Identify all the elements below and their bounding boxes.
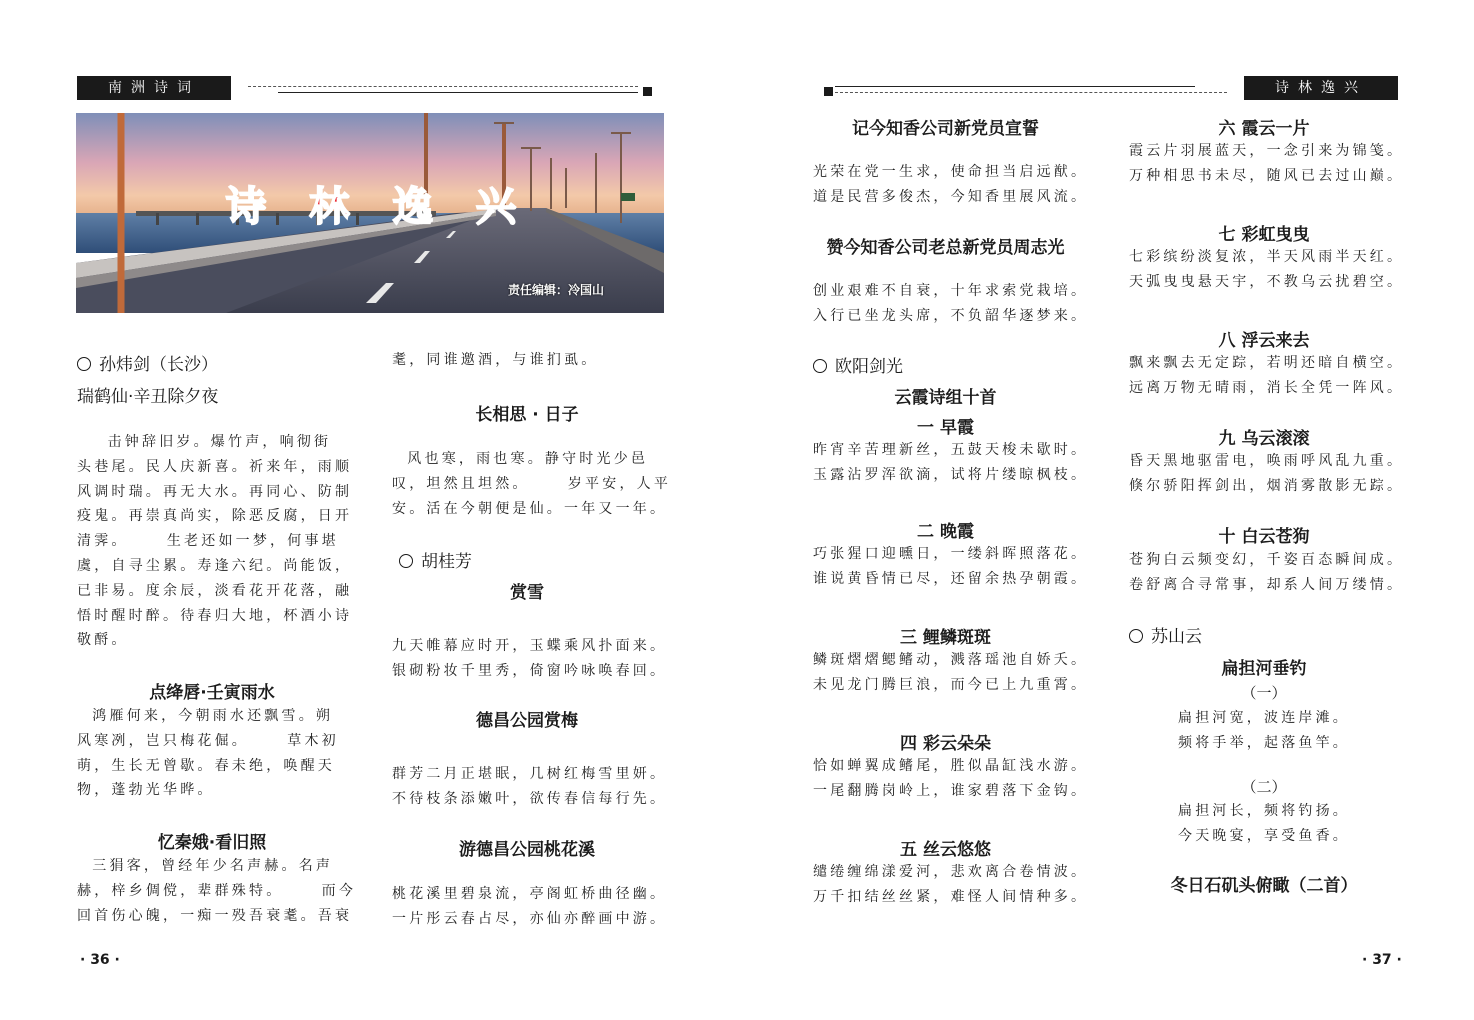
poem-body: 缱绻缠绵漾爱河，悲欢离合卷情波。 万千扣结丝丝紧，难怪人间情种多。 — [813, 864, 1089, 905]
poem-title: 赞今知香公司老总新党员周志光 — [826, 238, 1065, 258]
author-name: 苏山云 — [1151, 627, 1202, 647]
poem-body-continued: 耄，同谁邀酒，与谁扪虱。 — [392, 352, 599, 368]
poem-body: 巧张猩口迎曛日，一缕斜晖照落花。 谁说黄昏情已尽，还留余热孕朝霞。 — [813, 546, 1089, 587]
editor-credit: 责任编辑：冷国山 — [508, 283, 605, 297]
author-heading — [399, 547, 472, 572]
poem-body: 昨宵辛苦理新丝，五鼓天梭未歇时。 玉露沾罗浑欲滴，试将片缕晾枫枝。 — [813, 442, 1089, 483]
poem-body: 鳞斑熠熠鳃鳍动，溅落瑶池自娇夭。 未见龙门腾巨浪，而今已上九重霄。 — [813, 652, 1089, 693]
poem-title: 忆秦娥·看旧照 — [157, 833, 267, 853]
author-name: 欧阳剑光 — [835, 357, 903, 377]
header-rule — [278, 92, 638, 93]
poem-title: 长相思 · 日子 — [475, 405, 579, 425]
poem-title: 点绛唇·壬寅雨水 — [149, 683, 275, 703]
group-title: 云霞诗组十首 — [894, 388, 997, 408]
poem-body: 群芳二月正堪眠，几树红梅雪里妍。 不待枝条添嫩叶，欲传春信每行先。 — [392, 766, 668, 807]
poem-subtitle: （二） — [1241, 778, 1287, 796]
poem-body: 苍狗白云频变幻，千姿百态瞬间成。 卷舒离合寻常事，却系人间万缕情。 — [1129, 552, 1405, 593]
author-heading — [1129, 622, 1202, 647]
header-square — [643, 87, 652, 96]
circle-icon — [1129, 629, 1143, 643]
circle-icon — [399, 554, 413, 568]
poem-body: 创业艰难不自衰，十年求索党栽培。 入行已坐龙头席，不负韶华逐梦来。 — [813, 283, 1089, 324]
poem-title: 德昌公园赏梅 — [476, 711, 578, 731]
author-name: 孙炜剑（长沙） — [99, 355, 218, 375]
poem-body: 九天帷幕应时开，玉蝶乘风扑面来。 银砌粉妆千里秀，倚窗吟咏唤春回。 — [392, 638, 668, 679]
poem-body: 扁担河长，频将钓扬。 今天晚宴，享受鱼香。 — [1178, 803, 1350, 844]
poem-title: 六 霞云一片 — [1218, 119, 1310, 139]
poem-subtitle: （一） — [1241, 684, 1287, 702]
poem-title: 记今知香公司新党员宣誓 — [852, 119, 1039, 139]
poem-title: 三 鲤鳞斑斑 — [900, 628, 991, 648]
header-rule-dashed — [835, 92, 1227, 93]
poem-title: 四 彩云朵朵 — [900, 734, 991, 754]
poem-body: 桃花溪里碧泉流，亭阁虹桥曲径幽。 一片彤云春占尽，亦仙亦醉画中游。 — [392, 886, 668, 927]
banner-title-char: 林 — [309, 184, 350, 230]
circle-icon — [813, 359, 827, 373]
poem-body: 七彩缤纷淡复浓，半天风雨半天红。 天弧曳曳悬天宇，不教乌云扰碧空。 — [1129, 249, 1405, 290]
poem-title: 二 晚霞 — [917, 522, 974, 542]
header-square — [824, 87, 833, 96]
poem-body: 风也寒，雨也寒。静守时光少邑 叹，坦然且坦然。 岁平安，人平 安。活在今朝便是仙。一年又一年。 — [392, 451, 672, 517]
poem-title: 冬日石矶头俯瞰（二首） — [1170, 876, 1358, 896]
poem-title: 九 乌云滚滚 — [1218, 429, 1310, 449]
section-tab-right: 诗林逸兴 — [1244, 76, 1398, 100]
page-number: · 36 · — [80, 952, 120, 968]
banner-title-char: 逸 — [392, 184, 433, 230]
poem-title: 扁担河垂钓 — [1221, 659, 1307, 679]
poem-body: 飘来飘去无定踪，若明还暗自横空。 远离万物无晴雨，消长全凭一阵风。 — [1129, 355, 1405, 396]
poem-title: 赏雪 — [510, 583, 544, 603]
banner-image — [76, 113, 664, 313]
section-tab-left: 南洲诗词 — [77, 76, 231, 100]
poem-title: 五 丝云悠悠 — [900, 840, 991, 860]
page-number: · 37 · — [1362, 952, 1402, 968]
author-heading — [813, 352, 903, 377]
poem-body: 光荣在党一生求，使命担当启远猷。 道是民营多俊杰，今知香里展风流。 — [813, 164, 1089, 205]
banner-title — [226, 175, 516, 230]
poem-body: 霞云片羽展蓝天，一念引来为锦笺。 万种相思书未尽，随风已去过山巅。 — [1129, 143, 1405, 184]
author-name: 胡桂芳 — [421, 552, 472, 572]
author-heading — [77, 350, 218, 375]
poem-title: 游德昌公园桃花溪 — [459, 840, 595, 860]
header-rule — [835, 86, 1195, 87]
header-rule-dashed — [248, 86, 638, 87]
poem-title: 七 彩虹曳曳 — [1218, 225, 1310, 245]
banner-title-char: 兴 — [475, 184, 516, 230]
circle-icon — [77, 357, 91, 371]
poem-body: 恰如蝉翼成鳍尾，胜似晶缸浅水游。 一尾翻腾岗岭上，谁家碧落下金钩。 — [813, 758, 1089, 799]
poem-title: 十 白云苍狗 — [1218, 527, 1310, 547]
poem-body: 昏天黑地驱雷电，唤雨呼风乱九重。 倏尔骄阳挥剑出，烟消雾散影无踪。 — [1129, 453, 1405, 494]
banner-title-char: 诗 — [226, 184, 266, 230]
poem-title: 八 浮云来去 — [1218, 331, 1310, 351]
poem-body: 鸿雁何来，今朝雨水还飘雪。朔 风寒冽，岂只梅花倔。 草木初 萌，生长无曾歇。春未绝，唤醒天 物，蓬勃光华晔。 — [77, 708, 339, 799]
poem-body: 三狷客，曾经年少名声赫。名声 赫，梓乡倜傥，辈群殊特。 而今 回首伤心魄，一痴一殁吾衰耄。吾衰 — [77, 858, 357, 924]
poem-title: 瑞鹤仙·辛丑除夕夜 — [77, 387, 219, 407]
poem-body: 扁担河宽，波连岸滩。 频将手举，起落鱼竿。 — [1178, 710, 1350, 751]
poem-body: 击钟辞旧岁。爆竹声，响彻街 头巷尾。民人庆新喜。祈来年，雨顺 风调时瑞。再无大水。再同心、防制 疫鬼。再崇真尚实，除恶反腐，日开 清霁。 生老还如一梦，何事堪 虞，自寻尘累。寿逢六纪。尚能饭， 已非易。度余辰，淡看花开花落，融 悟时醒时醉。待春归大地，杯酒小诗 敬酹。 — [77, 434, 353, 649]
poem-title: 一 早霞 — [917, 418, 974, 438]
